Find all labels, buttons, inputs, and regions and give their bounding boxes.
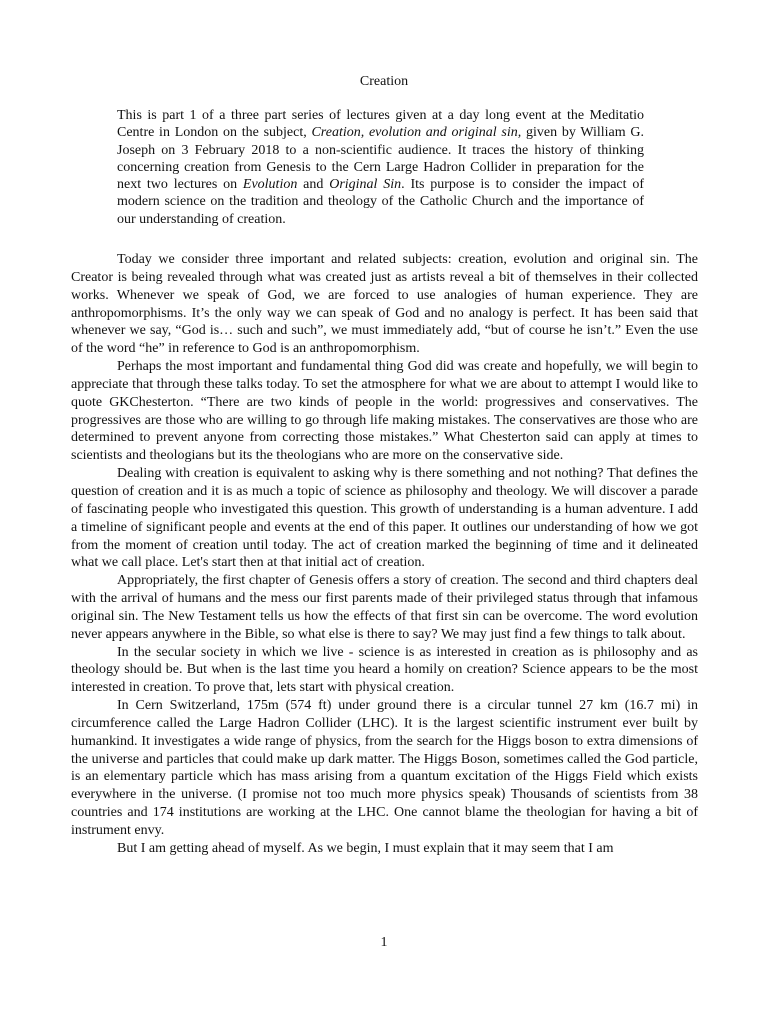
body-paragraph-7: But I am getting ahead of myself. As we begin, I must explain that it may seem that I am [117,840,614,856]
abstract-italic-title: Creation, evolution and original sin, [311,125,522,141]
abstract-italic-evolution: Evolution [242,177,298,193]
abstract-text-1: This is part 1 of a three part series of lectures given at a day long event at the Meditatio Centre in London on the subject, [117,108,644,141]
abstract-paragraph [117,107,644,228]
body-paragraph-5: In the secular society in which we live - science is as interested in creation as is philosophy and as theology should be. But when is the last time you heard a homily on creation? Science appears to be the most interested in creation. To prove that, lets start with physical creation. [71,644,698,696]
body-paragraph-3: Dealing with creation is equivalent to asking why is there something and not nothing? That defines the question of creation and it is as much a topic of science as philosophy and theology. We will discover a parade of fascinating people who investigated this question. This growth of understanding is a human adventure. I add a timeline of significant people and events at the end of this paper. It outlines our understanding of how we got from the moment of creation until today. The act of creation marked the beginning of time and it delineated what we call place. Let's start then at that initial act of creation. [71,466,698,571]
abstract-italic-original-sin: Original Sin [329,177,402,193]
abstract-text-2: given by William G. Joseph on 3 February 2018 to a non-scientific audience. It traces the history of thinking concerning creation from Genesis to the Cern Large Hadron Collider in preparation for the next two lectures on [117,125,644,193]
body-paragraph-6: In Cern Switzerland, 175m (574 ft) under ground there is a circular tunnel 27 km (16.7 mi) in circumference called the Large Hadron Collider (LHC). It is the largest scientific instrument ever built by humankind. It investigates a wide range of physics, from the search for the Higgs boson to extra dimensions of the universe and particles that could make up dark matter. The Higgs Boson, sometimes called the God particle, is an elementary particle which has mass arising from a quantum excitation of the Higgs Field which exists everywhere in the universe. (I promise not too much more physics speak) Thousands of scientists from 38 countries and 174 institutions are working at the LHC. One cannot blame the theologian for having a bit of instrument envy. [71,698,698,838]
page-number: 1 [380,935,388,950]
abstract-text-4: . Its purpose is to consider the impact of modern science on the tradition and theology of the Catholic Church and the importance of our understanding of creation. [117,177,645,227]
abstract-text-3: and [297,177,330,193]
body-paragraph-2: Perhaps the most important and fundamental thing God did was create and hopefully, we will begin to appreciate that through these talks today. To set the atmosphere for what we are about to attempt I would like to quote GKChesterton. “There are two kinds of people in the world: progressives and conservatives. The progressives are those who are willing to go through life making mistakes. The conservatives are those who are determined to prevent anyone from correcting those mistakes.” What Chesterton said can apply at times to scientists and theologians but its the theologians who are more on the conservative side. [71,359,698,464]
body-paragraph-1: Today we consider three important and related subjects: creation, evolution and original sin. The Creator is being revealed through what was created just as artists reveal a bit of themselves in their collected works. Whenever we speak of God, we are forced to use analogies of human experience. They are anthropomorphisms. It’s the only way we can speak of God and no analogy is perfect. It has been said that whenever we say, “God is… such and such”, we must immediately add, “but of course he isn’t.” Even the use of the word “he” in reference to God is an anthropomorphism. [71,252,698,357]
body-text [71,251,698,858]
document-title: Creation [359,74,409,89]
body-paragraph-4: Appropriately, the first chapter of Genesis offers a story of creation. The second and third chapters deal with the arrival of humans and the mess our first parents made of their privileged status through that infamous original sin. The New Testament tells us how the effects of that first sin can be overcome. The word evolution never appears anywhere in the Bible, so what else is there to say? We may just find a few things to talk about. [71,573,698,642]
